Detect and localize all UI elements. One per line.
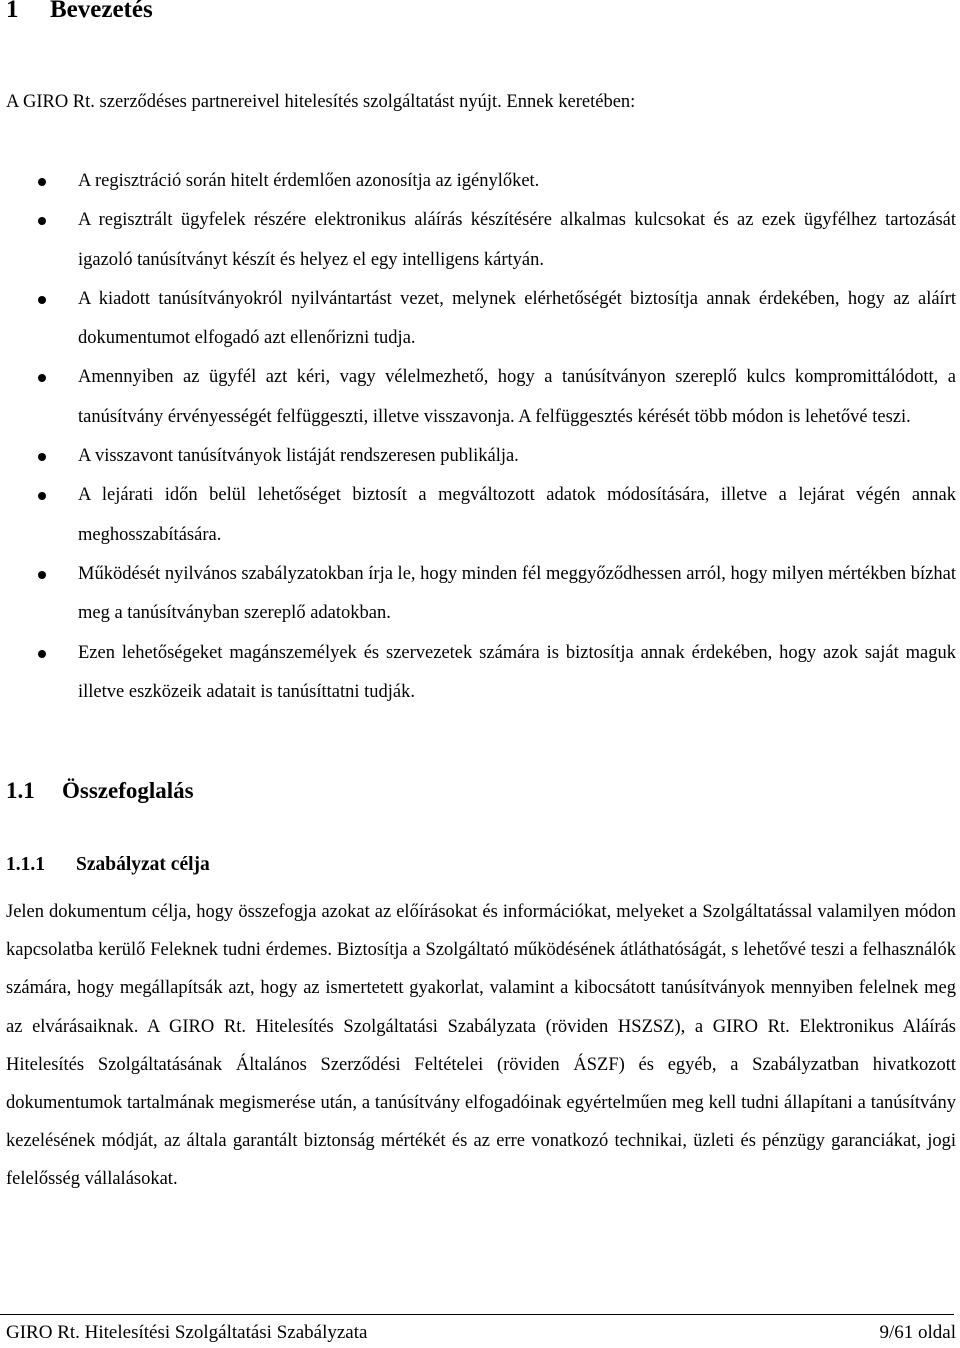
section-heading — [6, 778, 194, 804]
bullet-item: A regisztrált ügyfelek részére elektronikus aláírás készítésére alkalmas kulcsokat és az ezek ügyfélhez tartozását igazoló tanúsítványt készít és helyez el egy intelligens kártyán. — [6, 201, 956, 280]
bullet-item: A lejárati időn belül lehetőséget biztosít a megváltozott adatok módosítására, illetve a lejárat végén annak meghosszabítására. — [6, 476, 956, 555]
subsection-number: 1.1.1 — [6, 854, 45, 875]
intro-paragraph: A GIRO Rt. szerződéses partnereivel hitelesítés szolgáltatást nyújt. Ennek keretében: — [6, 92, 636, 112]
subsection-title: Szabályzat célja — [76, 854, 210, 875]
services-bullet-list — [6, 162, 956, 712]
bullet-item: Ezen lehetőségeket magánszemélyek és szervezetek számára is biztosítja annak érdekében, hogy azok saját maguk illetve eszközeik adatait is tanúsíttatni tudják. — [6, 634, 956, 713]
bullet-item: Működését nyilvános szabályzatokban írja le, hogy minden fél meggyőződhessen arról, hogy milyen mértékben bízhat meg a tanúsítványban szereplő adatokban. — [6, 555, 956, 634]
footer-page-number: 9/61 oldal — [879, 1322, 956, 1343]
footer-divider — [0, 1314, 954, 1315]
chapter-number: 1 — [6, 0, 19, 23]
purpose-paragraph: Jelen dokumentum célja, hogy összefogja azokat az előírásokat és információkat, melyeket a Szolgáltatással valamilyen módon kapcsolatba kerülő Feleknek tudni érdemes. Biztosítja a Szolgáltató működésének átláthatóságát, s lehetővé teszi a felhasználók számára, hogy megállapítsák azt, hogy az ismertetett gyakorlat, valamint a kibocsátott tanúsítványok mennyiben felelnek meg az elvárásaiknak. A GIRO Rt. Hitelesítés Szolgáltatási Szabályzata (röviden HSZSZ), a GIRO Rt. Elektronikus Aláírás Hitelesítés Szolgáltatásának Általános Szerződési Feltételei (röviden ÁSZF) és egyéb, a Szabályzatban hivatkozott dokumentumok tartalmának megismerése után, a tanúsítvány elfogadóinak egyértelműen meg kell tudni állapítani a tanúsítvány kezelésének módját, az általa garantált biztonság mértékét és az erre vonatkozó technikai, üzleti és pénzügy garanciákat, jogi felelősség vállalásokat. — [6, 902, 956, 1190]
section-number: 1.1 — [6, 778, 35, 803]
chapter-title: Bevezetés — [50, 0, 153, 23]
bullet-item: A visszavont tanúsítványok listáját rendszeresen publikálja. — [6, 437, 956, 476]
footer-document-title: GIRO Rt. Hitelesítési Szolgáltatási Szabályzata — [6, 1322, 368, 1343]
chapter-heading — [6, 0, 153, 24]
section-title: Összefoglalás — [62, 778, 194, 803]
bullet-item: A regisztráció során hitelt érdemlően azonosítja az igénylőket. — [6, 162, 956, 201]
bullet-item: A kiadott tanúsítványokról nyilvántartást vezet, melynek elérhetőségét biztosítja annak érdekében, hogy az aláírt dokumentumot elfogadó azt ellenőrizni tudja. — [6, 280, 956, 359]
subsection-heading — [6, 854, 210, 876]
bullet-item: Amennyiben az ügyfél azt kéri, vagy vélelmezhető, hogy a tanúsítványon szereplő kulcs kompromittálódott, a tanúsítvány érvényességét felfüggeszti, illetve visszavonja. A felfüggesztés kérését több módon is lehetővé teszi. — [6, 358, 956, 437]
